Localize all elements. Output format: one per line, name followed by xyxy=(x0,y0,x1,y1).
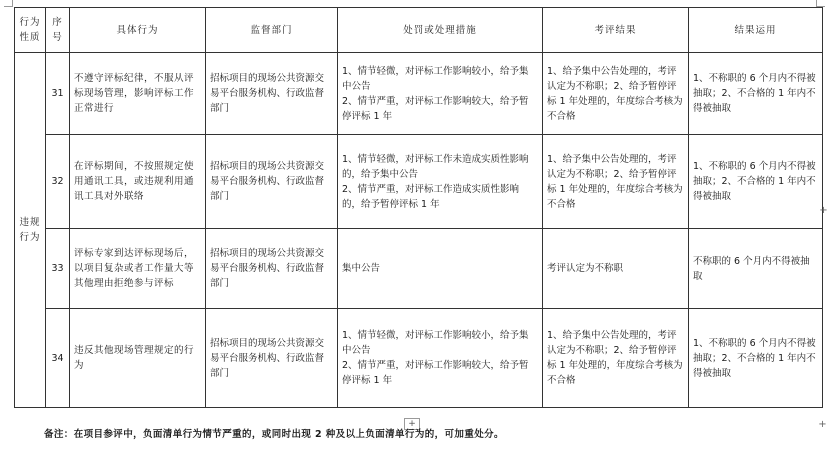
row-insert-handle[interactable]: + xyxy=(819,205,828,216)
dept-cell: 招标项目的现场公共资源交易平台服务机构、行政监督部门 xyxy=(206,229,338,309)
behavior-cell: 不遵守评标纪律，不服从评标现场管理，影响评标工作正常进行 xyxy=(70,53,206,135)
penalty-cell xyxy=(338,135,543,229)
penalty-cell xyxy=(338,229,543,309)
dept-cell: 招标项目的现场公共资源交易平台服务机构、行政监督部门 xyxy=(206,309,338,408)
penalty-line: 集中公告 xyxy=(342,263,381,274)
penalty-line: 1、情节轻微，对评标工作影响较小，给予集中公告 xyxy=(342,65,529,92)
table-resize-handle[interactable]: + xyxy=(404,418,420,430)
category-cell: 违规行为 xyxy=(15,53,46,408)
header-usage: 结果运用 xyxy=(689,8,823,53)
seq-cell: 33 xyxy=(46,229,70,309)
table-header-row xyxy=(15,8,823,53)
penalty-line: 1、情节轻微，对评标工作未造成实质性影响的，给予集中公告 xyxy=(342,153,529,180)
table-row xyxy=(15,53,823,135)
seq-cell: 34 xyxy=(46,309,70,408)
header-seq: 序号 xyxy=(46,8,70,53)
violation-rules-table xyxy=(14,7,823,408)
page-corner-mark-left xyxy=(4,0,13,7)
result-cell: 1、给予集中公告处理的，考评认定为不称职；2、给予暂停评标 1 年处理的，年度综合考核为不合格 xyxy=(543,53,689,135)
header-dept: 监督部门 xyxy=(206,8,338,53)
dept-cell: 招标项目的现场公共资源交易平台服务机构、行政监督部门 xyxy=(206,53,338,135)
header-behavior: 具体行为 xyxy=(70,8,206,53)
usage-cell: 1、不称职的 6 个月内不得被抽取；2、不合格的 1 年内不得被抽取 xyxy=(689,53,823,135)
penalty-line: 2、情节严重，对评标工作造成实质性影响的，给予暂停评标 1 年 xyxy=(342,183,520,210)
behavior-cell: 在评标期间，不按照规定使用通讯工具，或违规利用通讯工具对外联络 xyxy=(70,135,206,229)
dept-cell: 招标项目的现场公共资源交易平台服务机构、行政监督部门 xyxy=(206,135,338,229)
behavior-cell: 评标专家到达评标现场后，以项目复杂或者工作量大等其他理由拒绝参与评标 xyxy=(70,229,206,309)
footnote-text: 备注：在项目参评中，负面清单行为情节严重的，或同时出现 2 种及以上负面清单行为的，可加重处分。 xyxy=(44,429,504,440)
table-row xyxy=(15,135,823,229)
table-add-row-handle[interactable]: + xyxy=(818,419,827,430)
behavior-cell: 违反其他现场管理规定的行为 xyxy=(70,309,206,408)
table-row xyxy=(15,229,823,309)
header-result: 考评结果 xyxy=(543,8,689,53)
page-corner-mark-right xyxy=(816,0,825,7)
penalty-cell xyxy=(338,53,543,135)
result-cell: 考评认定为不称职 xyxy=(543,229,689,309)
result-cell: 1、给予集中公告处理的，考评认定为不称职；2、给予暂停评标 1 年处理的，年度综合考核为不合格 xyxy=(543,309,689,408)
seq-cell: 31 xyxy=(46,53,70,135)
penalty-cell xyxy=(338,309,543,408)
penalty-line: 1、情节轻微，对评标工作影响较小，给予集中公告 xyxy=(342,330,529,356)
penalty-line: 2、情节严重，对评标工作影响较大，给予暂停评标 1 年 xyxy=(342,95,529,122)
usage-cell: 不称职的 6 个月内不得被抽取 xyxy=(689,229,823,309)
table-row xyxy=(15,309,823,408)
usage-cell: 1、不称职的 6 个月内不得被抽取；2、不合格的 1 年内不得被抽取 xyxy=(689,135,823,229)
seq-cell: 32 xyxy=(46,135,70,229)
result-cell: 1、给予集中公告处理的，考评认定为不称职；2、给予暂停评标 1 年处理的，年度综合考核为不合格 xyxy=(543,135,689,229)
header-penalty: 处罚或处理措施 xyxy=(338,8,543,53)
penalty-line: 2、情节严重，对评标工作影响较大，给予暂停评标 1 年 xyxy=(342,360,529,386)
header-nature: 行为性质 xyxy=(15,8,46,53)
usage-cell: 1、不称职的 6 个月内不得被抽取；2、不合格的 1 年内不得被抽取 xyxy=(689,309,823,408)
